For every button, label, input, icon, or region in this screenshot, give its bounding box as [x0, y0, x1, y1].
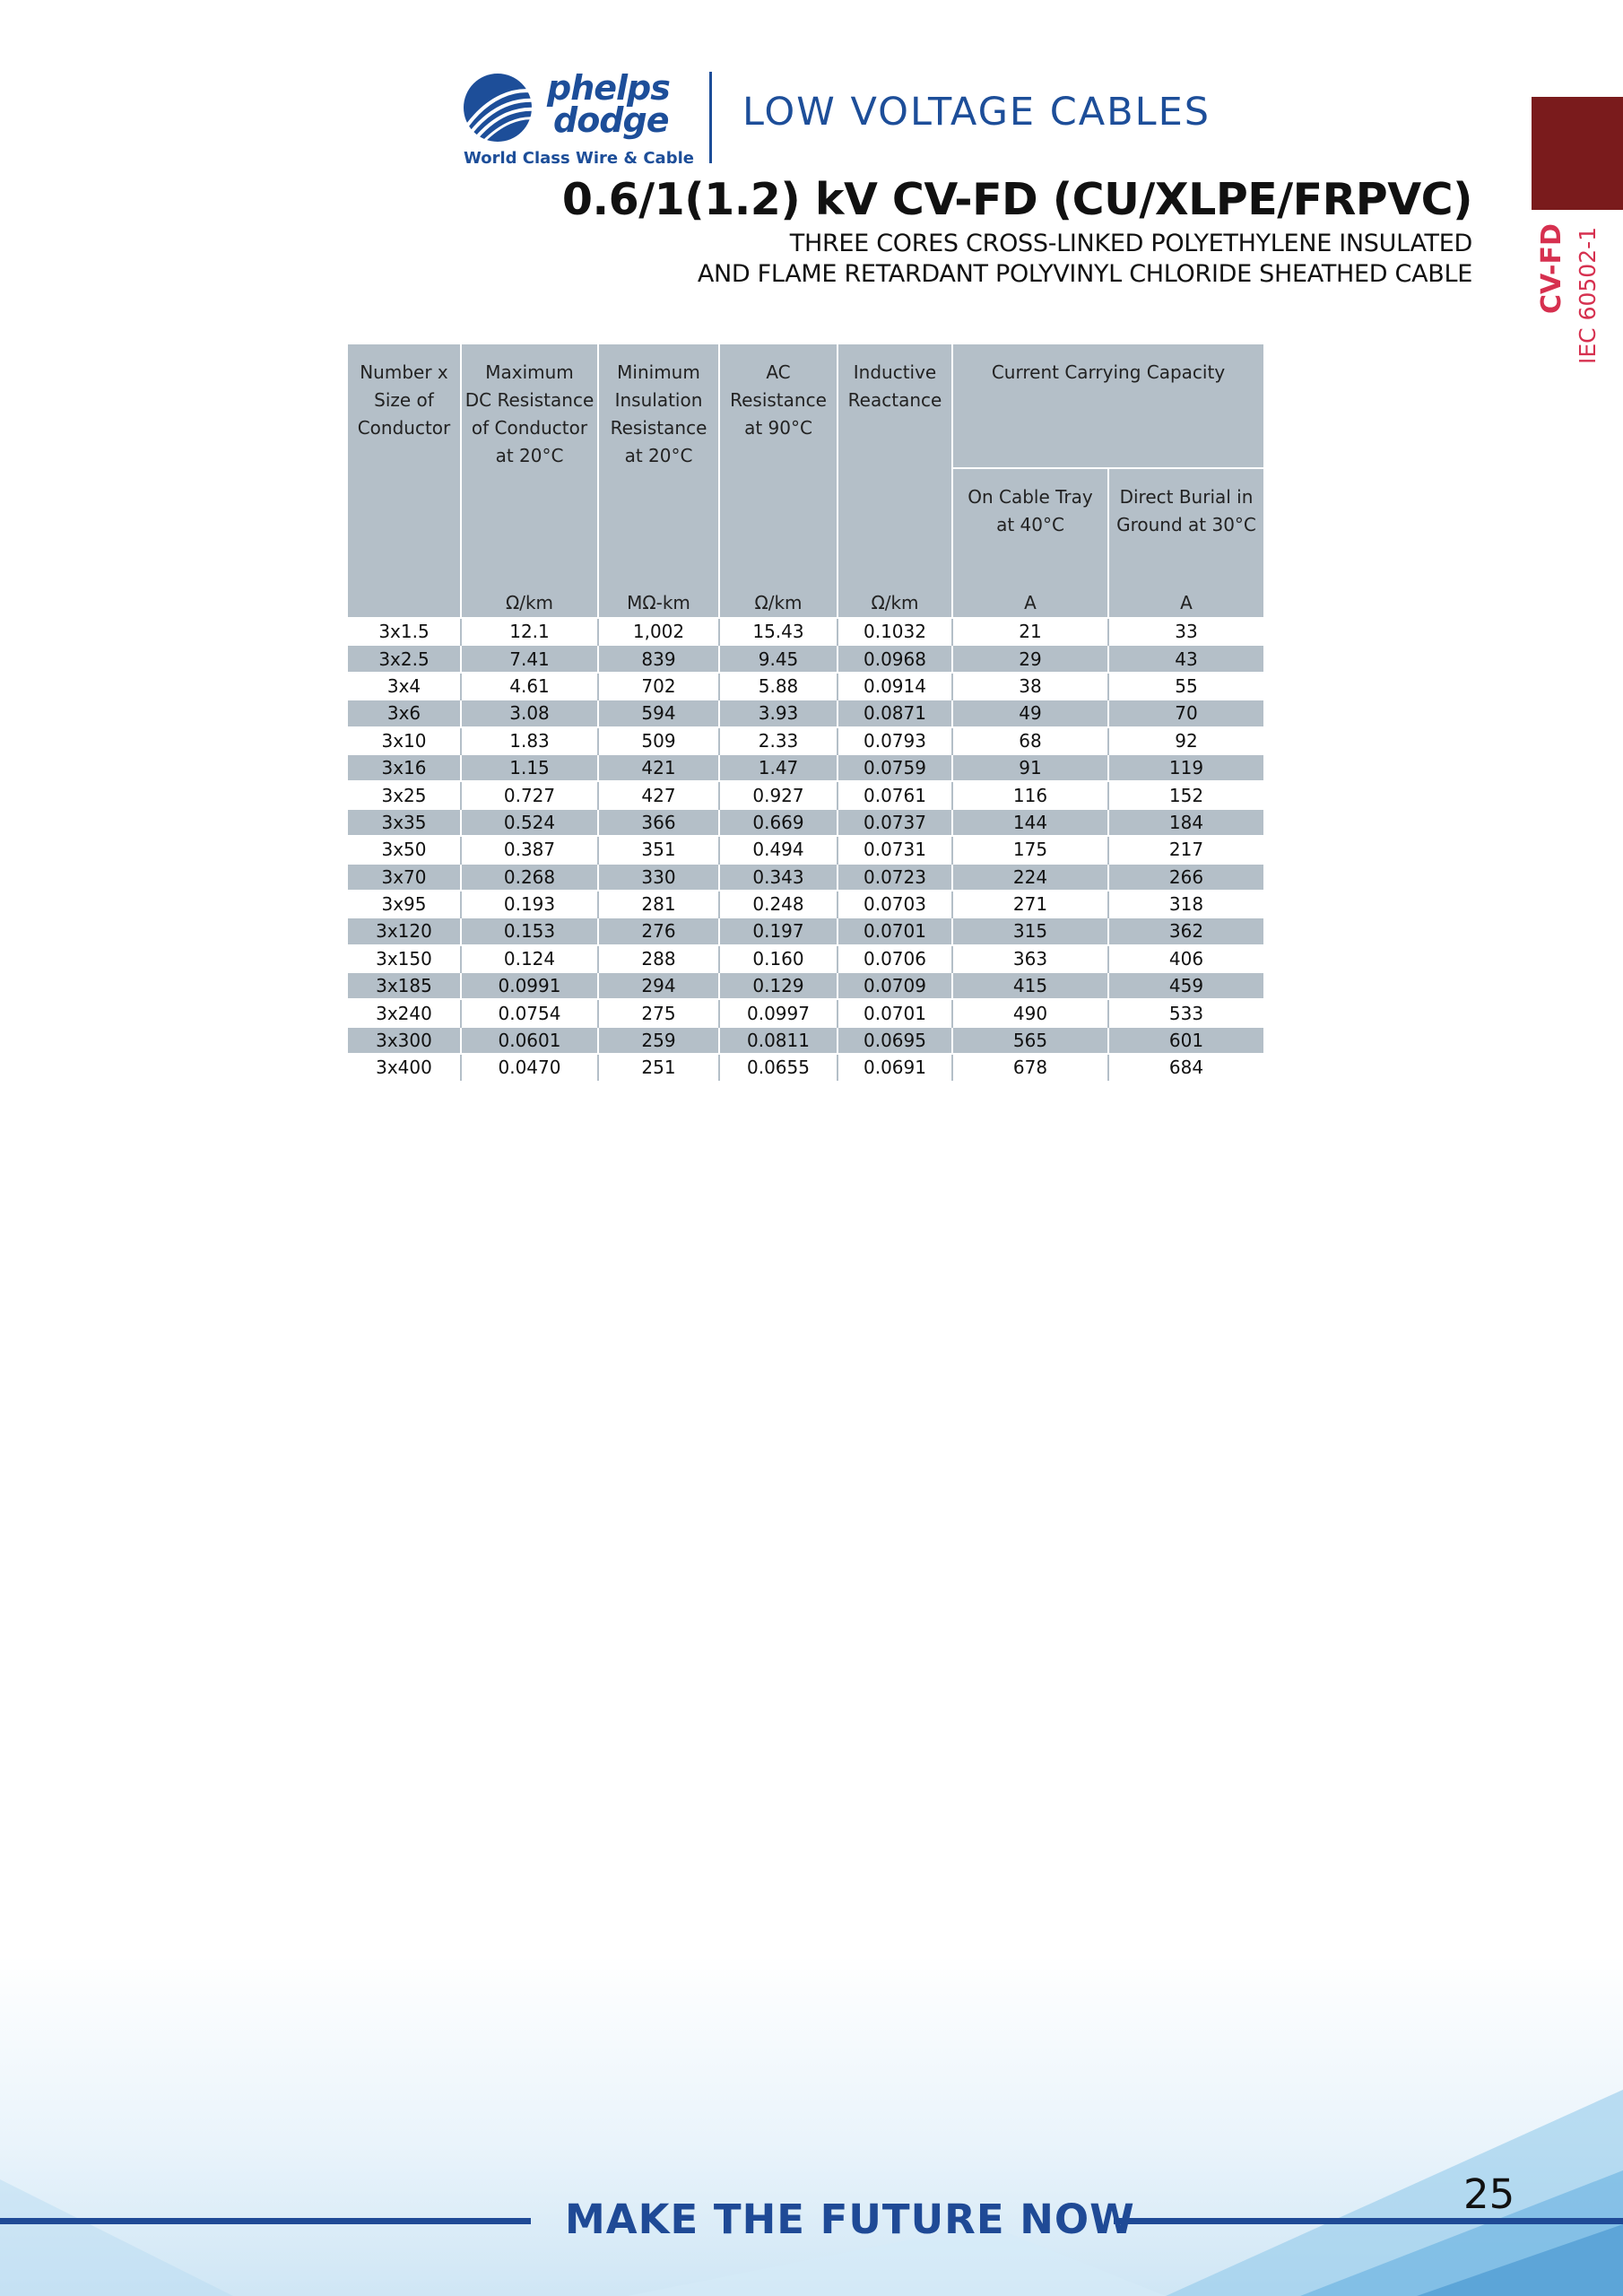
unit-cell: Ω/km [838, 589, 952, 618]
dc-resistance-cell: 0.387 [461, 836, 598, 863]
dc-resistance-cell: 0.268 [461, 864, 598, 891]
logo-tagline: World Class Wire & Cable [464, 149, 694, 168]
ac-resistance-cell: 0.343 [719, 864, 838, 891]
insulation-resistance-cell: 421 [598, 754, 719, 781]
cable-tray-capacity-cell: 29 [952, 645, 1108, 672]
insulation-resistance-cell: 509 [598, 727, 719, 754]
reactance-cell: 0.0695 [838, 1027, 952, 1054]
burial-capacity-cell: 70 [1108, 700, 1263, 726]
ac-resistance-cell: 1.47 [719, 754, 838, 781]
burial-capacity-cell: 459 [1108, 972, 1263, 999]
cable-tray-capacity-cell: 68 [952, 727, 1108, 754]
dc-resistance-cell: 0.0991 [461, 972, 598, 999]
side-tab-code: CV-FD [1536, 223, 1567, 314]
reactance-cell: 0.0701 [838, 999, 952, 1026]
unit-cell: MΩ-km [598, 589, 719, 618]
ac-resistance-cell: 0.669 [719, 809, 838, 836]
header-ac-resistance: AC Resistance at 90°C [719, 344, 838, 589]
conductor-size-cell: 3x2.5 [348, 645, 461, 672]
logo-globe-icon [462, 70, 542, 149]
conductor-size-cell: 3x120 [348, 918, 461, 944]
burial-capacity-cell: 684 [1108, 1054, 1263, 1080]
logo-word-dodge: dodge [553, 100, 669, 140]
ac-resistance-cell: 0.0655 [719, 1054, 838, 1080]
conductor-size-cell: 3x4 [348, 673, 461, 700]
insulation-resistance-cell: 594 [598, 700, 719, 726]
ac-resistance-cell: 9.45 [719, 645, 838, 672]
dc-resistance-cell: 0.153 [461, 918, 598, 944]
footer-slogan: MAKE THE FUTURE NOW [565, 2196, 1135, 2243]
burial-capacity-cell: 152 [1108, 781, 1263, 808]
cable-tray-capacity-cell: 91 [952, 754, 1108, 781]
cable-tray-capacity-cell: 224 [952, 864, 1108, 891]
conductor-size-cell: 3x16 [348, 754, 461, 781]
burial-capacity-cell: 33 [1108, 618, 1263, 645]
insulation-resistance-cell: 1,002 [598, 618, 719, 645]
conductor-size-cell: 3x300 [348, 1027, 461, 1054]
reactance-cell: 0.0759 [838, 754, 952, 781]
footer-rule-right [1114, 2218, 1623, 2224]
cable-tray-capacity-cell: 315 [952, 918, 1108, 944]
dc-resistance-cell: 0.0470 [461, 1054, 598, 1080]
cable-tray-capacity-cell: 415 [952, 972, 1108, 999]
burial-capacity-cell: 318 [1108, 891, 1263, 918]
ac-resistance-cell: 2.33 [719, 727, 838, 754]
conductor-size-cell: 3x185 [348, 972, 461, 999]
insulation-resistance-cell: 366 [598, 809, 719, 836]
insulation-resistance-cell: 330 [598, 864, 719, 891]
cable-tray-capacity-cell: 49 [952, 700, 1108, 726]
ac-resistance-cell: 0.248 [719, 891, 838, 918]
footer-background [0, 1955, 1623, 2296]
dc-resistance-cell: 0.0754 [461, 999, 598, 1026]
insulation-resistance-cell: 427 [598, 781, 719, 808]
dc-resistance-cell: 0.727 [461, 781, 598, 808]
conductor-size-cell: 3x150 [348, 945, 461, 972]
table-row [348, 836, 1263, 863]
reactance-cell: 0.0914 [838, 673, 952, 700]
burial-capacity-cell: 406 [1108, 945, 1263, 972]
header-cable-tray: On Cable Tray at 40°C [952, 468, 1108, 589]
table-row [348, 809, 1263, 836]
unit-cell [348, 589, 461, 618]
table-row [348, 891, 1263, 918]
footer-rule-left [0, 2218, 531, 2224]
burial-capacity-cell: 217 [1108, 836, 1263, 863]
cable-tray-capacity-cell: 175 [952, 836, 1108, 863]
insulation-resistance-cell: 281 [598, 891, 719, 918]
conductor-size-cell: 3x25 [348, 781, 461, 808]
table-row [348, 918, 1263, 944]
ac-resistance-cell: 3.93 [719, 700, 838, 726]
header-inductive-reactance: Inductive Reactance [838, 344, 952, 589]
burial-capacity-cell: 184 [1108, 809, 1263, 836]
header-current-capacity: Current Carrying Capacity [952, 344, 1263, 468]
phelps-dodge-logo [462, 68, 694, 170]
insulation-resistance-cell: 702 [598, 673, 719, 700]
dc-resistance-cell: 0.193 [461, 891, 598, 918]
table-row [348, 972, 1263, 999]
unit-cell: A [952, 589, 1108, 618]
header-conductor-size: Number x Size of Conductor [348, 344, 461, 589]
header-divider [709, 72, 712, 163]
ac-resistance-cell: 5.88 [719, 673, 838, 700]
side-tab-marker [1532, 97, 1623, 210]
dc-resistance-cell: 0.124 [461, 945, 598, 972]
insulation-resistance-cell: 276 [598, 918, 719, 944]
table-row [348, 999, 1263, 1026]
reactance-cell: 0.0737 [838, 809, 952, 836]
reactance-cell: 0.0706 [838, 945, 952, 972]
cable-tray-capacity-cell: 490 [952, 999, 1108, 1026]
table-row [348, 618, 1263, 645]
burial-capacity-cell: 266 [1108, 864, 1263, 891]
ac-resistance-cell: 0.160 [719, 945, 838, 972]
insulation-resistance-cell: 839 [598, 645, 719, 672]
reactance-cell: 0.0709 [838, 972, 952, 999]
table-row [348, 700, 1263, 726]
logo-word-phelps: phelps [547, 68, 670, 108]
ac-resistance-cell: 15.43 [719, 618, 838, 645]
cable-tray-capacity-cell: 21 [952, 618, 1108, 645]
spec-table [348, 344, 1263, 1081]
cable-tray-capacity-cell: 678 [952, 1054, 1108, 1080]
ac-resistance-cell: 0.0811 [719, 1027, 838, 1054]
page-number: 25 [1463, 2170, 1515, 2218]
unit-cell: Ω/km [461, 589, 598, 618]
reactance-cell: 0.1032 [838, 618, 952, 645]
product-title: 0.6/1(1.2) kV CV-FD (CU/XLPE/FRPVC) [561, 174, 1472, 225]
cable-tray-capacity-cell: 116 [952, 781, 1108, 808]
table-row [348, 1027, 1263, 1054]
insulation-resistance-cell: 288 [598, 945, 719, 972]
conductor-size-cell: 3x95 [348, 891, 461, 918]
conductor-size-cell: 3x400 [348, 1054, 461, 1080]
table-row [348, 727, 1263, 754]
reactance-cell: 0.0731 [838, 836, 952, 863]
insulation-resistance-cell: 259 [598, 1027, 719, 1054]
conductor-size-cell: 3x6 [348, 700, 461, 726]
product-subtitle-line1: THREE CORES CROSS-LINKED POLYETHYLENE INSULATED [789, 230, 1472, 257]
reactance-cell: 0.0793 [838, 727, 952, 754]
conductor-size-cell: 3x70 [348, 864, 461, 891]
reactance-cell: 0.0691 [838, 1054, 952, 1080]
burial-capacity-cell: 43 [1108, 645, 1263, 672]
insulation-resistance-cell: 351 [598, 836, 719, 863]
unit-cell: A [1108, 589, 1263, 618]
table-row [348, 864, 1263, 891]
table-row [348, 945, 1263, 972]
reactance-cell: 0.0761 [838, 781, 952, 808]
burial-capacity-cell: 92 [1108, 727, 1263, 754]
burial-capacity-cell: 533 [1108, 999, 1263, 1026]
insulation-resistance-cell: 294 [598, 972, 719, 999]
conductor-size-cell: 3x35 [348, 809, 461, 836]
dc-resistance-cell: 1.83 [461, 727, 598, 754]
dc-resistance-cell: 4.61 [461, 673, 598, 700]
cable-tray-capacity-cell: 144 [952, 809, 1108, 836]
section-category: LOW VOLTAGE CABLES [742, 90, 1211, 135]
dc-resistance-cell: 0.524 [461, 809, 598, 836]
table-row [348, 754, 1263, 781]
conductor-size-cell: 3x50 [348, 836, 461, 863]
conductor-size-cell: 3x240 [348, 999, 461, 1026]
dc-resistance-cell: 0.0601 [461, 1027, 598, 1054]
ac-resistance-cell: 0.494 [719, 836, 838, 863]
unit-cell: Ω/km [719, 589, 838, 618]
cable-tray-capacity-cell: 363 [952, 945, 1108, 972]
dc-resistance-cell: 12.1 [461, 618, 598, 645]
burial-capacity-cell: 601 [1108, 1027, 1263, 1054]
spec-table-body [348, 618, 1263, 1081]
reactance-cell: 0.0968 [838, 645, 952, 672]
burial-capacity-cell: 55 [1108, 673, 1263, 700]
cable-tray-capacity-cell: 271 [952, 891, 1108, 918]
cable-tray-capacity-cell: 38 [952, 673, 1108, 700]
conductor-size-cell: 3x10 [348, 727, 461, 754]
conductor-size-cell: 3x1.5 [348, 618, 461, 645]
burial-capacity-cell: 362 [1108, 918, 1263, 944]
table-row [348, 645, 1263, 672]
ac-resistance-cell: 0.0997 [719, 999, 838, 1026]
product-subtitle-line2: AND FLAME RETARDANT POLYVINYL CHLORIDE SHEATHED CABLE [697, 260, 1472, 288]
units-row [348, 589, 1263, 618]
dc-resistance-cell: 7.41 [461, 645, 598, 672]
header-direct-burial: Direct Burial in Ground at 30°C [1108, 468, 1263, 589]
reactance-cell: 0.0723 [838, 864, 952, 891]
dc-resistance-cell: 1.15 [461, 754, 598, 781]
table-row [348, 1054, 1263, 1080]
cable-tray-capacity-cell: 565 [952, 1027, 1108, 1054]
side-tab-standard: IEC 60502-1 [1575, 226, 1601, 364]
insulation-resistance-cell: 275 [598, 999, 719, 1026]
ac-resistance-cell: 0.197 [719, 918, 838, 944]
table-row [348, 673, 1263, 700]
reactance-cell: 0.0871 [838, 700, 952, 726]
dc-resistance-cell: 3.08 [461, 700, 598, 726]
ac-resistance-cell: 0.927 [719, 781, 838, 808]
reactance-cell: 0.0703 [838, 891, 952, 918]
header-insulation-resistance: Minimum Insulation Resistance at 20°C [598, 344, 719, 589]
header-dc-resistance: Maximum DC Resistance of Conductor at 20°C [461, 344, 598, 589]
insulation-resistance-cell: 251 [598, 1054, 719, 1080]
ac-resistance-cell: 0.129 [719, 972, 838, 999]
table-row [348, 781, 1263, 808]
reactance-cell: 0.0701 [838, 918, 952, 944]
burial-capacity-cell: 119 [1108, 754, 1263, 781]
